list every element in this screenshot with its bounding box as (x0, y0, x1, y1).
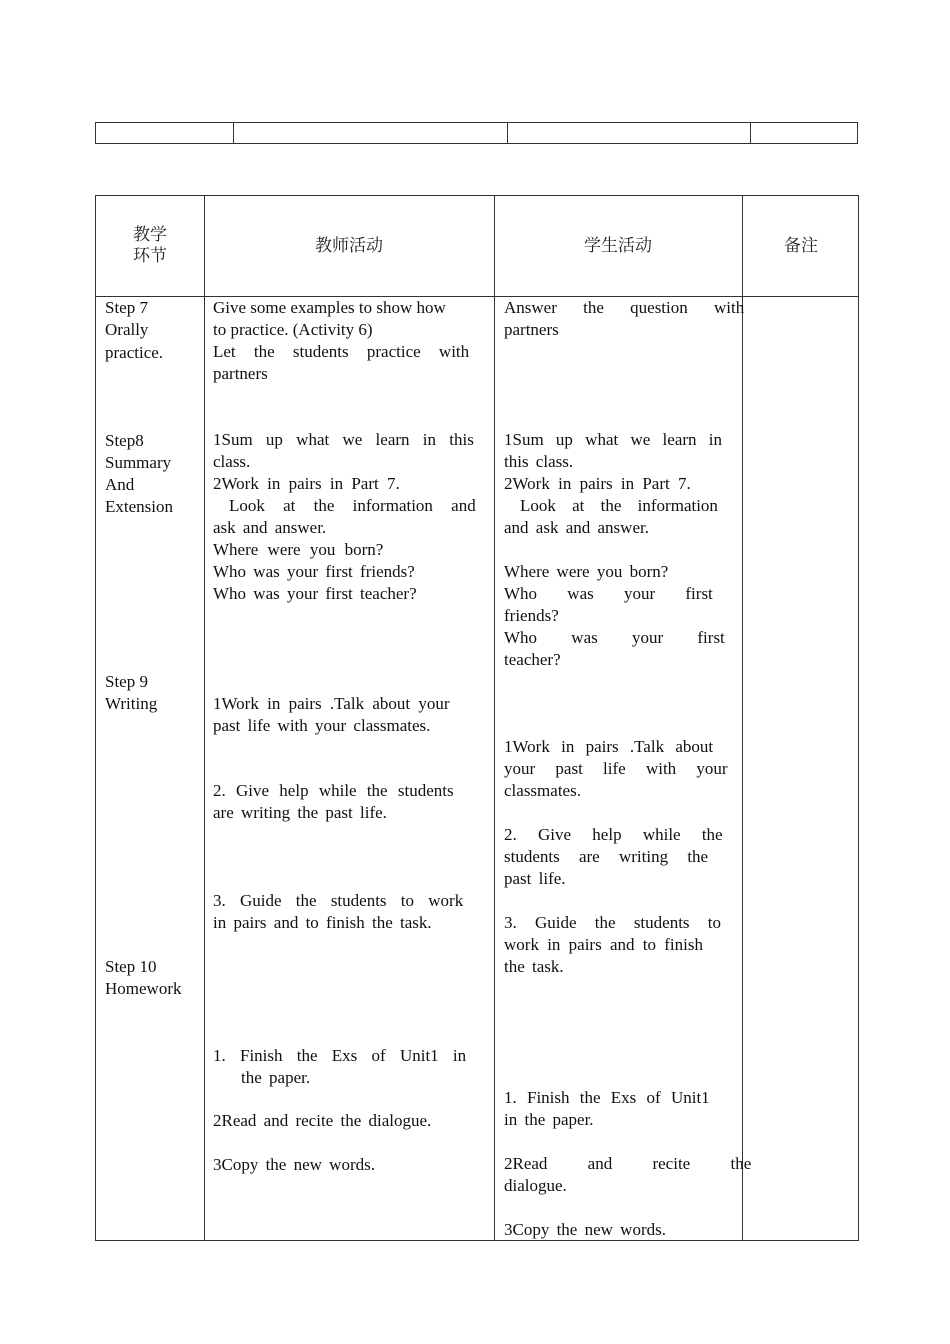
student-text-line: students are writing the (504, 847, 709, 866)
student-text-line: 2Work in pairs in Part 7. (504, 474, 691, 493)
teacher-text-line: 2Read and recite the dialogue. (213, 1111, 432, 1130)
teacher-text-line: 3Copy the new words. (213, 1155, 375, 1174)
student-text-line: 3. Guide the students to (504, 913, 722, 932)
teacher-text-line: 1Work in pairs .Talk about your (213, 694, 450, 713)
teacher-text-line: ask and answer. (213, 518, 327, 537)
student-text-line: partners (504, 320, 559, 339)
student-text-line: 1. Finish the Exs of Unit1 (504, 1088, 710, 1107)
column-divider (204, 196, 205, 1240)
teacher-text-line: Who was your first friends? (213, 562, 415, 581)
step-8-title: Summary (105, 453, 172, 472)
column-divider (494, 196, 495, 1240)
student-text-line: the task. (504, 957, 564, 976)
teacher-text-line: Look at the information and (229, 496, 476, 515)
step-7-title: practice. (105, 343, 164, 362)
teacher-text-line: partners (213, 364, 268, 383)
teacher-text-line: are writing the past life. (213, 803, 387, 822)
student-text-line: 1Sum up what we learn in (504, 430, 722, 449)
column-divider (742, 196, 743, 1240)
student-text-line: Where were you born? (504, 562, 669, 581)
step-7-label: Step 7 (105, 298, 148, 317)
header-step-line1: 教学 (133, 225, 167, 245)
student-text-line: Answer the question with (504, 298, 745, 317)
teacher-text-line: Where were you born? (213, 540, 384, 559)
step-8-title: Extension (105, 497, 173, 516)
student-text-line: in the paper. (504, 1110, 594, 1129)
student-text-line: classmates. (504, 781, 581, 800)
step-8-title: And (105, 475, 135, 494)
student-text-line: teacher? (504, 650, 561, 669)
header-teacher: 教师活动 (315, 235, 383, 256)
student-text-line: and ask and answer. (504, 518, 649, 537)
step-9-title: Writing (105, 694, 158, 713)
teacher-text-line: past life with your classmates. (213, 716, 431, 735)
student-text-line: 1Work in pairs .Talk about (504, 737, 714, 756)
teacher-text-line: class. (213, 452, 251, 471)
student-text-line: this class. (504, 452, 574, 471)
header-step (96, 196, 204, 296)
teacher-text-line: 1. Finish the Exs of Unit1 in (213, 1046, 467, 1065)
student-text-line: Who was your first (504, 584, 713, 603)
header-step-line2: 环节 (133, 246, 167, 266)
student-text-line: past life. (504, 869, 566, 888)
student-text-line: Who was your first (504, 628, 725, 647)
step-9-label: Step 9 (105, 672, 148, 691)
teacher-text-line: 2. Give help while the students (213, 781, 454, 800)
teacher-text-line: in pairs and to finish the task. (213, 913, 432, 932)
student-text-line: 2. Give help while the (504, 825, 723, 844)
teacher-text-line: 1Sum up what we learn in this (213, 430, 474, 449)
teacher-text-line: 2Work in pairs in Part 7. (213, 474, 400, 493)
teacher-text-line: to practice. (Activity 6) (213, 320, 373, 339)
student-text-line: your past life with your (504, 759, 728, 778)
student-text-line: work in pairs and to finish (504, 935, 703, 954)
step-8-label: Step8 (105, 431, 144, 450)
header-student: 学生活动 (584, 235, 652, 256)
top-cell-3 (96, 123, 751, 143)
student-text-line: 3Copy the new words. (504, 1220, 666, 1239)
student-text-line: 2Read and recite the (504, 1154, 752, 1173)
teacher-text-line: Let the students practice with (213, 342, 470, 361)
lesson-plan-table (95, 195, 859, 1241)
student-text-line: Look at the information (520, 496, 718, 515)
step-10-label: Step 10 (105, 957, 157, 976)
step-7-title: Orally (105, 320, 149, 339)
teacher-text-line: 3. Guide the students to work (213, 891, 464, 910)
header-notes: 备注 (784, 235, 818, 256)
top-empty-table (95, 122, 858, 144)
student-text-line: dialogue. (504, 1176, 567, 1195)
teacher-text-line: Who was your first teacher? (213, 584, 417, 603)
student-text-line: friends? (504, 606, 559, 625)
teacher-text-line: Give some examples to show how (213, 298, 446, 317)
step-10-title: Homework (105, 979, 182, 998)
teacher-text-line: the paper. (241, 1068, 311, 1087)
